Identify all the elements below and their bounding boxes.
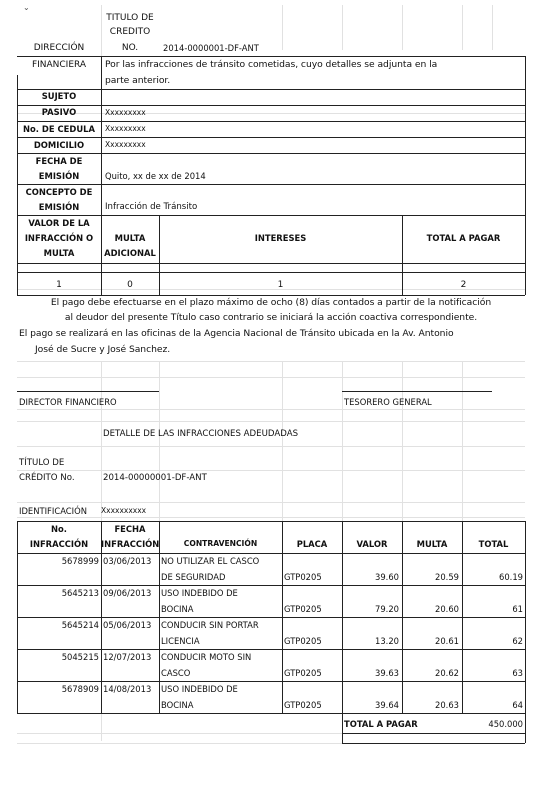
cedula-value: Xxxxxxxxx bbox=[105, 124, 146, 133]
col-placa-header: PLACA bbox=[296, 539, 328, 549]
domicilio-value: Xxxxxxxxx bbox=[105, 140, 146, 149]
row-total: 64 bbox=[512, 700, 523, 710]
col-total-header: TOTAL bbox=[478, 539, 509, 549]
row-desc: NO UTILIZAR EL CASCO bbox=[161, 556, 260, 566]
row-fecha: 03/06/2013 bbox=[103, 556, 152, 566]
payment-note: José de Sucre y José Sanchez. bbox=[35, 344, 171, 355]
valor-header: INFRACCIÓN O bbox=[24, 233, 94, 243]
row-multa: 20.59 bbox=[435, 572, 459, 582]
col-fecha-header: INFRACCIÓN bbox=[101, 539, 160, 549]
row-total: 63 bbox=[512, 668, 523, 678]
fecha-value: Quito, xx de xx de 2014 bbox=[105, 171, 206, 181]
row-placa: GTP0205 bbox=[284, 572, 322, 582]
col-valor-header: VALOR bbox=[356, 539, 388, 549]
tesorero-signature: TESORERO GENERAL bbox=[344, 397, 432, 407]
row-valor: 39.60 bbox=[375, 572, 399, 582]
row-total: 61 bbox=[512, 604, 523, 614]
row-no: 5045215 bbox=[61, 652, 99, 662]
valor-header: MULTA bbox=[43, 248, 75, 258]
row-placa: GTP0205 bbox=[284, 604, 322, 614]
row-fecha: 12/07/2013 bbox=[103, 652, 152, 662]
row-multa: 20.61 bbox=[435, 636, 459, 646]
valor-cell: 1 bbox=[56, 280, 62, 290]
total-pagar-label: TOTAL A PAGAR bbox=[344, 719, 418, 729]
row-valor: 39.63 bbox=[375, 668, 399, 678]
intereses-header: INTERESES bbox=[254, 233, 307, 243]
row-valor: 39.64 bbox=[375, 700, 399, 710]
total-header: TOTAL A PAGAR bbox=[426, 233, 501, 243]
titulo-label: TITULO DE bbox=[106, 13, 154, 23]
col-no-header: No. bbox=[51, 524, 67, 534]
row-no: 5645214 bbox=[61, 620, 99, 630]
total-pagar-value: 450.000 bbox=[488, 719, 523, 729]
row-no: 5678999 bbox=[61, 556, 99, 566]
col-multa-header: MULTA bbox=[416, 539, 448, 549]
row-fecha: 05/06/2013 bbox=[103, 620, 152, 630]
payment-note: El pago se realizará en las oficinas de la Agencia Nacional de Tránsito ubicada en la Av. Antonio bbox=[19, 328, 454, 339]
row-fecha: 09/06/2013 bbox=[103, 588, 152, 598]
sujeto-label: PASIVO bbox=[41, 107, 77, 117]
direccion-label: DIRECCIÓN bbox=[33, 43, 85, 53]
row-desc: CONDUCIR SIN PORTAR bbox=[161, 620, 259, 630]
concepto-label: EMISIÓN bbox=[38, 202, 80, 212]
titulo-label: CREDITO bbox=[109, 27, 151, 37]
col-fecha-header: FECHA bbox=[114, 524, 146, 534]
chevron-down-icon[interactable]: ⌄ bbox=[23, 3, 30, 12]
detalle-titulo-label: TÍTULO DE bbox=[19, 458, 65, 468]
row-multa: 20.60 bbox=[435, 604, 459, 614]
row-desc: BOCINA bbox=[161, 700, 194, 710]
row-no: 5678909 bbox=[61, 684, 99, 694]
concepto-label: CONCEPTO DE bbox=[25, 187, 93, 197]
col-no-header: INFRACCIÓN bbox=[29, 539, 89, 549]
valor-header: VALOR DE LA bbox=[28, 218, 90, 228]
row-fecha: 14/08/2013 bbox=[103, 684, 152, 694]
row-desc: DE SEGURIDAD bbox=[161, 572, 226, 582]
row-no: 5645213 bbox=[61, 588, 99, 598]
col-contravencion-header: CONTRAVENCIÓN bbox=[183, 539, 258, 548]
detalle-titulo-label: CRÉDITO No. bbox=[19, 473, 75, 483]
sujeto-label: SUJETO bbox=[41, 91, 77, 101]
sujeto-value: Xxxxxxxxx bbox=[105, 108, 146, 117]
concepto-text: parte anterior. bbox=[105, 75, 171, 86]
row-desc: USO INDEBIDO DE bbox=[161, 588, 238, 598]
row-desc: BOCINA bbox=[161, 604, 194, 614]
row-desc: CASCO bbox=[161, 668, 191, 678]
row-valor: 13.20 bbox=[375, 636, 399, 646]
cedula-label: No. DE CEDULA bbox=[23, 124, 95, 134]
detalle-title: DETALLE DE LAS INFRACCIONES ADEUDADAS bbox=[103, 429, 299, 439]
titulo-value: 2014-0000001-DF-ANT bbox=[163, 43, 259, 53]
multa-header: MULTA bbox=[114, 233, 146, 243]
payment-note: al deudor del presente Título caso contrario se iniciará la acción coactiva correspondiente. bbox=[64, 312, 478, 323]
identificacion-label: IDENTIFICACIÓN bbox=[19, 506, 87, 516]
row-placa: GTP0205 bbox=[284, 636, 322, 646]
director-signature: DIRECTOR FINANCIERO bbox=[19, 397, 117, 407]
row-desc: CONDUCIR MOTO SIN bbox=[161, 652, 252, 662]
row-multa: 20.63 bbox=[435, 700, 459, 710]
row-valor: 79.20 bbox=[375, 604, 399, 614]
financiera-label: FINANCIERA bbox=[31, 60, 87, 70]
row-multa: 20.62 bbox=[435, 668, 459, 678]
row-desc: LICENCIA bbox=[161, 636, 200, 646]
concepto-text: Por las infracciones de tránsito cometidas, cuyo detalles se adjunta en la bbox=[105, 59, 438, 70]
row-total: 60.19 bbox=[499, 572, 523, 582]
row-placa: GTP0205 bbox=[284, 668, 322, 678]
multa-cell: 0 bbox=[127, 280, 133, 290]
titulo-label: NO. bbox=[121, 43, 139, 53]
detalle-titulo-value: 2014-00000001-DF-ANT bbox=[103, 473, 207, 483]
concepto-value: Infracción de Tránsito bbox=[105, 202, 198, 212]
fecha-label: FECHA DE bbox=[35, 156, 83, 166]
fecha-label: EMISIÓN bbox=[38, 171, 80, 181]
intereses-cell: 1 bbox=[277, 280, 284, 290]
total-cell: 2 bbox=[460, 280, 467, 290]
row-total: 62 bbox=[512, 636, 523, 646]
row-desc: USO INDEBIDO DE bbox=[161, 684, 238, 694]
identificacion-value: Xxxxxxxxxx bbox=[101, 506, 147, 515]
domicilio-label: DOMICILIO bbox=[33, 140, 85, 150]
row-placa: GTP0205 bbox=[284, 700, 322, 710]
payment-note: El pago debe efectuarse en el plazo máximo de ocho (8) días contados a partir de la notificación bbox=[50, 297, 492, 308]
multa-header: ADICIONAL bbox=[104, 248, 156, 258]
